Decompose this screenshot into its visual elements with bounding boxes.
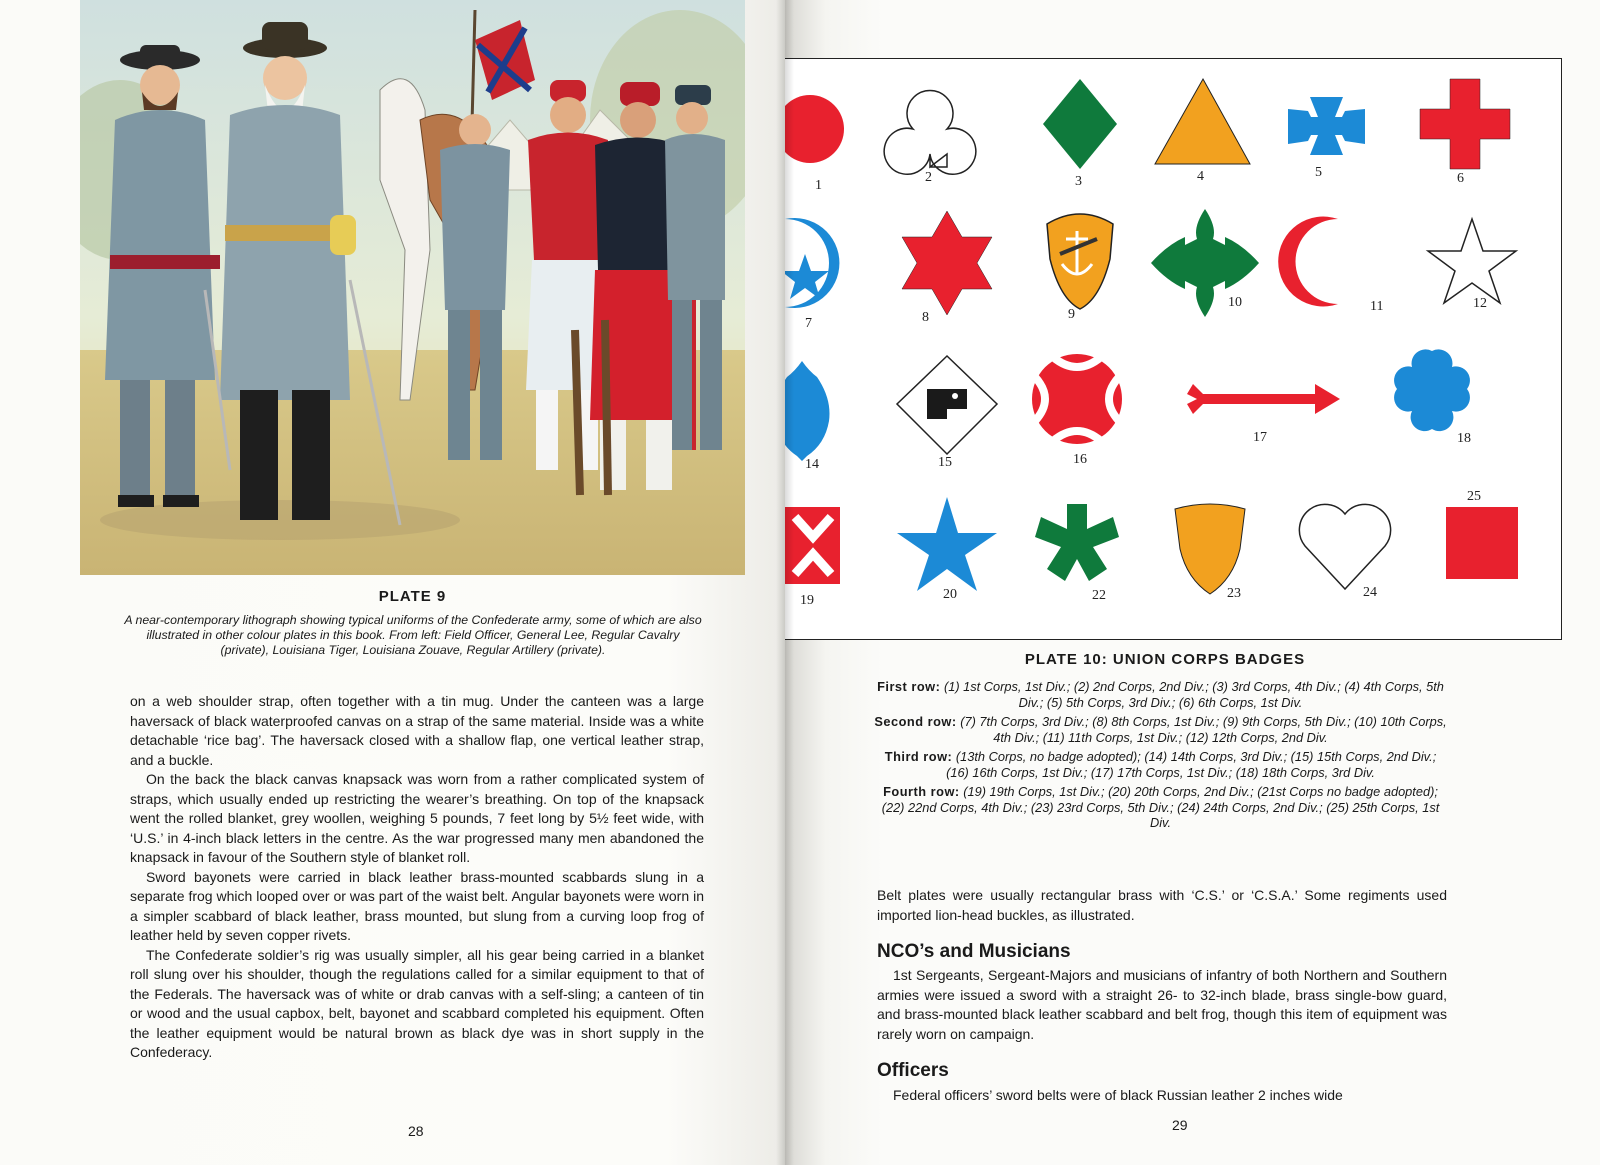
badge-11-number: 11 <box>1370 299 1384 314</box>
badge-17 <box>1187 384 1340 445</box>
badge-5 <box>1288 97 1365 180</box>
badge-15 <box>897 356 997 470</box>
key-row-text: (7) 7th Corps, 3rd Div.; (8) 8th Corps, 1st Div.; (9) 9th Corps, 5th Div.; (10) 10th Corps, 4th Div.; (11) 11th Corps, 1st Div.; (12) 12th Corps, 2nd Div. <box>960 714 1447 745</box>
nco-heading: NCO’s and Musicians <box>877 941 1071 962</box>
paragraph: on a web shoulder strap, often together with a tin mug. Under the canteen was a large haversack of black waterproofed canvas on a strap of the same material. Inside was a white detachable ‘rice bag’. The haversack closed with a shallow flap, one vertical leather strap, and a buckle. <box>130 693 704 768</box>
plate-9-caption: A near-contemporary lithograph showing typical uniforms of the Confederate army, some of which are also illustrated in other colour plates in this book. From left: Field Officer, General Lee, Regular Cavalry (private), Louisiana Tiger, Louisiana Zouave, Regular Artillery (private). <box>124 613 702 657</box>
key-row-label: Second row: <box>874 714 957 729</box>
officers-heading: Officers <box>877 1060 949 1081</box>
badge-16 <box>1032 354 1122 467</box>
belt-plates-paragraph <box>877 886 1447 925</box>
key-row-label: Fourth row: <box>883 784 960 799</box>
badge-14-number: 14 <box>805 457 819 472</box>
badge-6 <box>1420 79 1510 186</box>
key-row-label: First row: <box>877 679 941 694</box>
key-row-second <box>873 714 1448 745</box>
key-row-text: (13th Corps, no badge adopted); (14) 14th Corps, 3rd Div.; (15) 15th Corps, 2nd Div.; (16) 16th Corps, 1st Div.; (17) 17th Corps, 1st Div.; (18) 18th Corps, 3rd Div. <box>946 749 1437 780</box>
badge-18 <box>1394 349 1471 446</box>
badge-1 <box>785 95 844 193</box>
paragraph: Federal officers’ sword belts were of black Russian leather 2 inches wide <box>893 1087 1343 1103</box>
badge-18-number: 18 <box>1457 431 1471 446</box>
plate-9-lithograph <box>80 0 745 575</box>
badge-4-number: 4 <box>1197 169 1204 184</box>
badge-9-number: 9 <box>1068 307 1075 322</box>
badge-12-number: 12 <box>1473 296 1487 311</box>
badge-2-number: 2 <box>925 170 932 185</box>
badge-6-number: 6 <box>1457 171 1464 186</box>
key-row-third <box>873 749 1448 780</box>
page-number: 29 <box>1172 1117 1188 1133</box>
badge-8 <box>902 211 992 325</box>
badge-15-number: 15 <box>938 455 952 470</box>
page-number: 28 <box>408 1123 424 1139</box>
badge-7-number: 7 <box>805 316 812 331</box>
badge-12 <box>1428 219 1516 311</box>
nco-paragraph <box>877 966 1447 1044</box>
key-row-text: (1) 1st Corps, 1st Div.; (2) 2nd Corps, 2nd Div.; (3) 3rd Corps, 4th Div.; (4) 4th Corps, 5th Div.; (5) 5th Corps, 3rd Div.; (6) 6th Corps, 1st Div. <box>943 679 1444 710</box>
key-row-label: Third row: <box>884 749 953 764</box>
plate-10-badges <box>785 58 1562 640</box>
paragraph: Belt plates were usually rectangular brass with ‘C.S.’ or ‘C.S.A.’ Some regiments used imported lion-head buckles, as illustrated. <box>877 887 1447 923</box>
left-page <box>0 0 785 1165</box>
key-row-first <box>873 679 1448 710</box>
left-body-text <box>130 692 704 1063</box>
badge-10 <box>1151 209 1259 317</box>
paragraph: On the back the black canvas knapsack was worn from a rather complicated system of straps, which usually ended up restricting the wearer’s breathing. On top of the knapsack went the rolled blanket, grey woollen, weighing 5 pounds, 7 feet long by 5½ feet wide, with ‘U.S.’ in 4-inch black letters in the centre. As the war progressed many men abandoned the knapsack in favour of the Southern style of blanket roll. <box>130 771 704 865</box>
badge-14 <box>785 361 830 472</box>
badge-10-number: 10 <box>1228 295 1242 310</box>
plate-9-title: PLATE 9 <box>378 588 447 605</box>
badge-20 <box>897 497 997 602</box>
badge-25 <box>1446 489 1518 579</box>
badge-3 <box>1043 79 1117 189</box>
badge-22 <box>1035 504 1119 603</box>
paragraph: The Confederate soldier’s rig was usually simpler, all his gear being carried in a blanket roll slung over his shoulder, though the regulations called for a similar equipment to that of the Federals. The haversack was of white or drab canvas with a self-sling; a canteen of tin or wood and the usual capbox, belt, bayonet and scabbard completed his equipment. Often the leather equipment would be natural brown as black dye was in short supply in the Confederacy. <box>130 946 704 1060</box>
badge-19 <box>785 507 840 608</box>
badge-1-number: 1 <box>815 178 822 193</box>
badge-24-number: 24 <box>1363 585 1377 600</box>
badge-24 <box>1299 504 1390 600</box>
right-page <box>785 0 1600 1165</box>
key-row-text: (19) 19th Corps, 1st Div.; (20) 20th Corps, 2nd Div.; (21st Corps no badge adopted); (22) 22nd Corps, 4th Div.; (23) 23rd Corps, 5th Div.; (24) 24th Corps, 2nd Div.; (25) 25th Corps, 1st Div. <box>881 784 1440 830</box>
plate-10-title: PLATE 10: UNION CORPS BADGES <box>1024 651 1306 668</box>
key-row-fourth <box>873 784 1448 831</box>
badge-19-number: 19 <box>800 593 814 608</box>
badge-16-number: 16 <box>1073 452 1087 467</box>
badge-11 <box>1278 217 1383 315</box>
badge-25-number: 25 <box>1467 489 1481 504</box>
officers-paragraph <box>877 1086 1447 1106</box>
badge-3-number: 3 <box>1075 174 1082 189</box>
badge-7 <box>785 218 839 331</box>
plate-10-key <box>873 679 1448 835</box>
badge-8-number: 8 <box>922 310 929 325</box>
badge-23-number: 23 <box>1227 586 1241 601</box>
badge-20-number: 20 <box>943 587 957 602</box>
badge-22-number: 22 <box>1092 588 1106 603</box>
badge-5-number: 5 <box>1315 165 1322 180</box>
badge-9 <box>1047 214 1113 322</box>
paragraph: Sword bayonets were carried in black leather brass-mounted scabbards slung in a separate frog which looped over or was part of the waist belt. Angular bayonets were worn in a simpler scabbard of black leather, brass mounted, but slung from a curving loop frog of leather held by seven copper rivets. <box>130 868 704 943</box>
paragraph: 1st Sergeants, Sergeant-Majors and musicians of infantry of both Northern and Southern armies were issued a sword with a straight 26- to 32-inch blade, brass single-bow guard, and brass-mounted black leather scabbard and belt frog, though this item of equipment was rarely worn on campaign. <box>877 967 1447 1042</box>
badge-4 <box>1155 79 1250 184</box>
badge-17-number: 17 <box>1253 430 1267 445</box>
badge-2 <box>884 91 976 185</box>
badge-23 <box>1175 504 1245 601</box>
